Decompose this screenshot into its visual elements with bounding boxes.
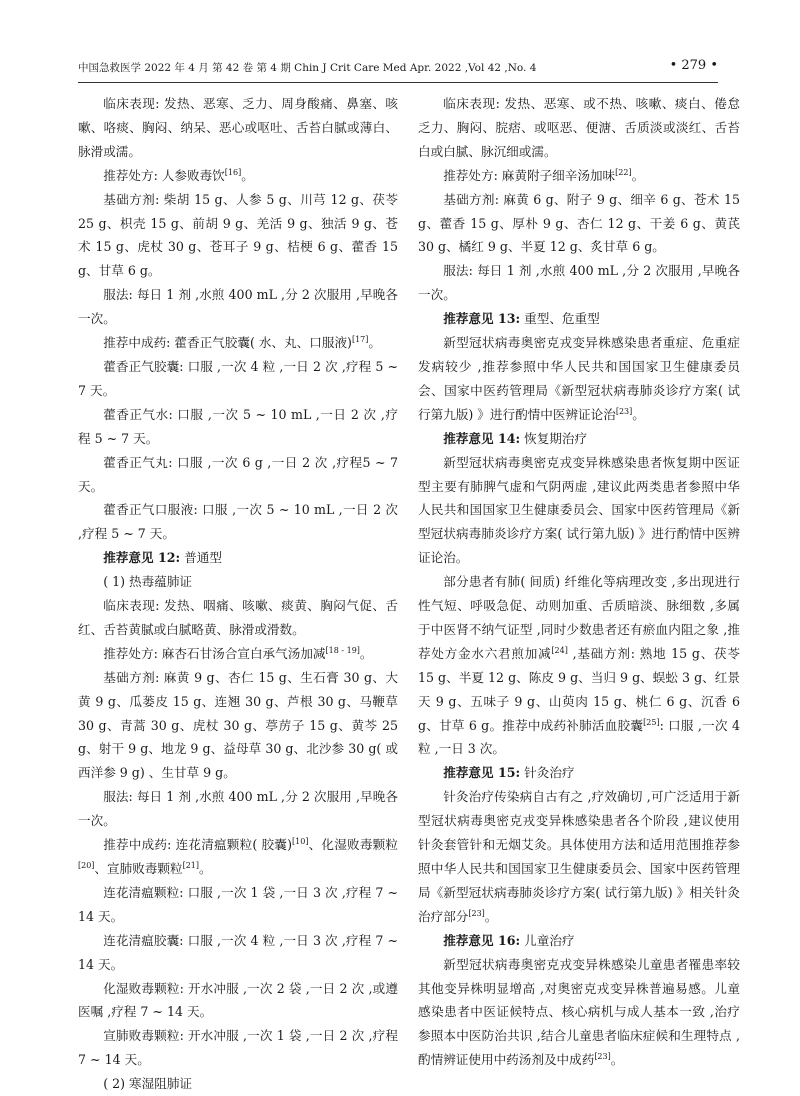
paragraph-text: ( 2) 寒湿阻肺证	[103, 1076, 193, 1092]
paragraph	[78, 977, 398, 1025]
paragraph	[418, 427, 740, 451]
paragraph	[78, 283, 398, 331]
right-column	[418, 92, 740, 1072]
paragraph	[78, 331, 398, 355]
citation-ref: [20]	[78, 860, 95, 870]
section-heading-label: 推荐意见 16:	[443, 932, 521, 948]
paragraph	[78, 833, 398, 881]
paragraph-text: 连花清瘟胶囊: 口服 ,一次 4 粒 ,一日 3 次 ,疗程 7 ~ 14 天。	[78, 932, 398, 972]
paragraph-text: 藿香正气胶囊: 口服 ,一次 4 粒 ,一日 2 次 ,疗程 5 ~ 7 天。	[78, 358, 398, 398]
citation-ref: [22]	[615, 167, 632, 177]
citation-ref: [17]	[351, 334, 369, 344]
paragraph	[78, 642, 398, 666]
paragraph	[78, 498, 398, 546]
paragraph	[418, 761, 740, 785]
paragraph	[418, 307, 740, 331]
paragraph	[418, 451, 740, 571]
paragraph-text: 。	[484, 908, 498, 924]
section-heading-label: 推荐意见 12:	[103, 550, 181, 566]
citation-ref: [25]	[643, 717, 660, 727]
paragraph	[418, 929, 740, 953]
paragraph-text: 新型冠状病毒奥密克戎变异株感染儿童患者罹患率较其他变异株明显增高 ,对奥密克戎变异株普遍易感。儿童感染患者中医证候特点、核心病机与成人基本一致 ,治疗参照本中医防治共识 ,结合儿童患者临床症候和生理特点 ,酌情辨证使用中药汤剂及中成药	[418, 956, 740, 1068]
paragraph-text: : 口服 ,一次 4 粒 ,一日 3 次。	[418, 717, 740, 757]
paragraph-text: 。	[199, 861, 212, 876]
paragraph	[78, 451, 398, 499]
paragraph-text: 临床表现: 发热、恶寒、乏力、周身酸痛、鼻塞、咳嗽、咯痰、胸闷、纳呆、恶心或呕吐、舌苔白腻或薄白、脉滑或濡。	[78, 96, 398, 159]
paragraph	[78, 546, 398, 570]
citation-ref: [24]	[551, 645, 568, 655]
paragraph-text: 部分患者有肺( 间质) 纤维化等病理改变 ,多出现进行性气短、呼吸急促、动则加重、舌质暗淡、脉细数 ,多属于中医肾不纳气证型 ,同时少数患者还有瘀血内阻之象 ,推荐处方金水六君煎加减	[418, 574, 740, 661]
citation-ref: [21]	[182, 860, 199, 870]
section-heading-label: 推荐意见 13:	[443, 311, 521, 327]
paragraph-text: ( 1) 热毒蕴肺证	[103, 574, 193, 590]
paragraph-text: 藿香正气口服液: 口服 ,一次 5 ~ 10 mL ,一日 2 次 ,疗程 5 ~ 7 天。	[78, 502, 398, 542]
paragraph-text: 推荐处方: 麻黄附子细辛汤加味	[443, 167, 616, 183]
paragraph-text: 基础方剂: 麻黄 6 g、附子 9 g、细辛 6 g、苍术 15 g、藿香 15 g、厚朴 9 g、杏仁 12 g、干姜 6 g、黄芪 30 g、橘红 9 g、半夏 12 g、炙甘草 6 g。	[418, 191, 740, 255]
citation-ref: [10]	[292, 836, 309, 846]
paragraph	[418, 570, 740, 761]
paragraph	[78, 785, 398, 833]
paragraph	[78, 570, 398, 594]
paragraph-text: 基础方剂: 麻黄 9 g、杏仁 15 g、生石膏 30 g、大黄 9 g、瓜蒌皮 15 g、连翘 30 g、芦根 30 g、马鞭草 30 g、青蒿 30 g、虎杖 30 g、葶苈子 15 g、黄芩 25 g、射干 9 g、地龙 9 g、益母草 30 g、北沙参 30 g( 或西洋参 9 g) 、生甘草 9 g。	[78, 669, 398, 781]
paragraph-text: 化湿败毒颗粒: 开水冲服 ,一次 2 袋 ,一日 2 次 ,或遵医嘱 ,疗程 7 ~ 14 天。	[78, 980, 398, 1020]
paragraph-text: 临床表现: 发热、恶寒、或不热、咳嗽、痰白、倦怠乏力、胸闷、脘痞、或呕恶、便溏、舌质淡或淡红、舌苔白或白腻、脉沉细或濡。	[418, 96, 740, 159]
paragraph-text: 、化湿败毒颗粒	[308, 837, 399, 853]
citation-ref: [23]	[468, 908, 485, 918]
paragraph	[78, 594, 398, 642]
paragraph	[78, 92, 398, 164]
paragraph	[78, 1072, 398, 1096]
citation-ref: [23]	[615, 406, 633, 416]
paragraph-text: 恢复期治疗	[520, 430, 588, 446]
paragraph	[78, 881, 398, 929]
paragraph-text: 儿童治疗	[520, 932, 575, 948]
paragraph	[78, 188, 398, 284]
paragraph-text: 。	[632, 406, 645, 422]
paragraph	[418, 188, 740, 260]
paragraph-text: 推荐处方: 人参败毒饮	[103, 167, 225, 183]
paragraph-text: 宣肺败毒颗粒: 开水冲服 ,一次 1 袋 ,一日 2 次 ,疗程 7 ~ 14 天。	[78, 1028, 398, 1068]
paragraph-text: 。	[610, 1052, 624, 1068]
paragraph-text: 推荐中成药: 藿香正气胶囊( 水、丸、口服液)	[103, 335, 352, 351]
paragraph-text: 临床表现: 发热、咽痛、咳嗽、痰黄、胸闷气促、舌红、舌苔黄腻或白腻略黄、脉滑或滑数。	[78, 598, 398, 637]
paragraph-text: 服法: 每日 1 剂 ,水煎 400 mL ,分 2 次服用 ,早晚各一次。	[78, 789, 398, 829]
paragraph	[418, 331, 740, 427]
section-heading-label: 推荐意见 14:	[443, 430, 521, 446]
journal-citation: 中国急救医学 2022 年 4 月 第 42 卷 第 4 期 Chin J Crit Care Med Apr. 2022 ,Vol 42 ,No. 4	[78, 62, 537, 74]
paragraph	[418, 259, 740, 307]
paragraph	[418, 92, 740, 164]
paragraph-text: 服法: 每日 1 剂 ,水煎 400 mL ,分 2 次服用 ,早晚各一次。	[418, 263, 740, 303]
paragraph-text: 重型、危重型	[520, 311, 600, 327]
paragraph-text: 新型冠状病毒奥密克戎变异株感染患者重症、危重症发病较少 ,推荐参照中华人民共和国国家卫生健康委员会、国家中医药管理局《新型冠状病毒肺炎诊疗方案( 试行第九版) 》进行酌情中医辨证论治	[418, 335, 740, 422]
paragraph	[78, 164, 398, 188]
paragraph	[418, 785, 740, 928]
section-heading-label: 推荐意见 15:	[443, 765, 521, 781]
paragraph-text: 。	[241, 167, 254, 183]
paragraph-text: 藿香正气水: 口服 ,一次 5 ~ 10 mL ,一日 2 次 ,疗程 5 ~ 7 天。	[78, 406, 398, 446]
paragraph-text: 。	[631, 167, 645, 183]
citation-ref: [23]	[594, 1052, 611, 1062]
paragraph-text: 服法: 每日 1 剂 ,水煎 400 mL ,分 2 次服用 ,早晚各一次。	[78, 287, 398, 327]
paragraph	[78, 666, 398, 786]
paragraph	[78, 1024, 398, 1072]
paragraph-text: 基础方剂: 柴胡 15 g、人参 5 g、川芎 12 g、茯苓 25 g、枳壳 15 g、前胡 9 g、羌活 9 g、独活 9 g、苍术 15 g、虎杖 30 g、苍耳子 9 g、桔梗 6 g、藿香 15 g、甘草 6 g。	[78, 191, 398, 279]
paragraph	[78, 355, 398, 403]
paragraph-text: 连花清瘟颗粒: 口服 ,一次 1 袋 ,一日 3 次 ,疗程 7 ~ 14 天。	[78, 884, 398, 924]
paragraph-text: 藿香正气丸: 口服 ,一次 6 g ,一日 2 次 ,疗程5 ~ 7 天。	[78, 454, 398, 494]
left-column	[78, 92, 398, 1096]
paragraph	[418, 953, 740, 1073]
paragraph	[418, 164, 740, 188]
paragraph-text: ,基础方剂: 熟地 15 g、茯苓 15 g、半夏 12 g、陈皮 9 g、当归 9 g、蜈蚣 3 g、红景天 9 g、五味子 9 g、山萸肉 15 g、桃仁 6 g、沉香 6 g、甘草 6 g。推荐中成药补肺活血胶囊	[418, 645, 740, 733]
page-number: • 279 •	[669, 58, 718, 73]
citation-ref: [16]	[224, 167, 242, 177]
citation-ref: [18 - 19]	[325, 645, 360, 655]
paragraph-text: 新型冠状病毒奥密克戎变异株感染患者恢复期中医证型主要有肺脾气虚和气阴两虚 ,建议此两类患者参照中华人民共和国国家卫生健康委员会、国家中医药管理局《新型冠状病毒肺炎诊疗方案( 试行第九版) 》进行酌情中医辨证论治。	[418, 454, 740, 566]
paragraph	[78, 929, 398, 977]
paragraph-text: 推荐处方: 麻杏石甘汤合宣白承气汤加减	[103, 645, 326, 661]
running-header	[78, 58, 718, 83]
paragraph-text: 推荐中成药: 连花清瘟颗粒( 胶囊)	[103, 837, 293, 853]
paragraph	[78, 403, 398, 451]
paragraph-text: 普通型	[180, 550, 222, 566]
paragraph-text: 针灸治疗	[520, 765, 575, 781]
paragraph-text: 。	[359, 645, 373, 661]
paragraph-text: 、宣肺败毒颗粒	[94, 861, 183, 876]
paragraph-text: 。	[368, 335, 381, 351]
paragraph-text: 针灸治疗传染病自古有之 ,疗效确切 ,可广泛适用于新型冠状病毒奥密克戎变异株感染患者各个阶段 ,建议使用针灸套管针和无烟艾灸。具体使用方法和适用范围推荐参照中华人民共和国国家卫生健康委员会、国家中医药管理局《新型冠状病毒肺炎诊疗方案( 试行第九版) 》相关针灸治疗部分	[418, 789, 740, 924]
